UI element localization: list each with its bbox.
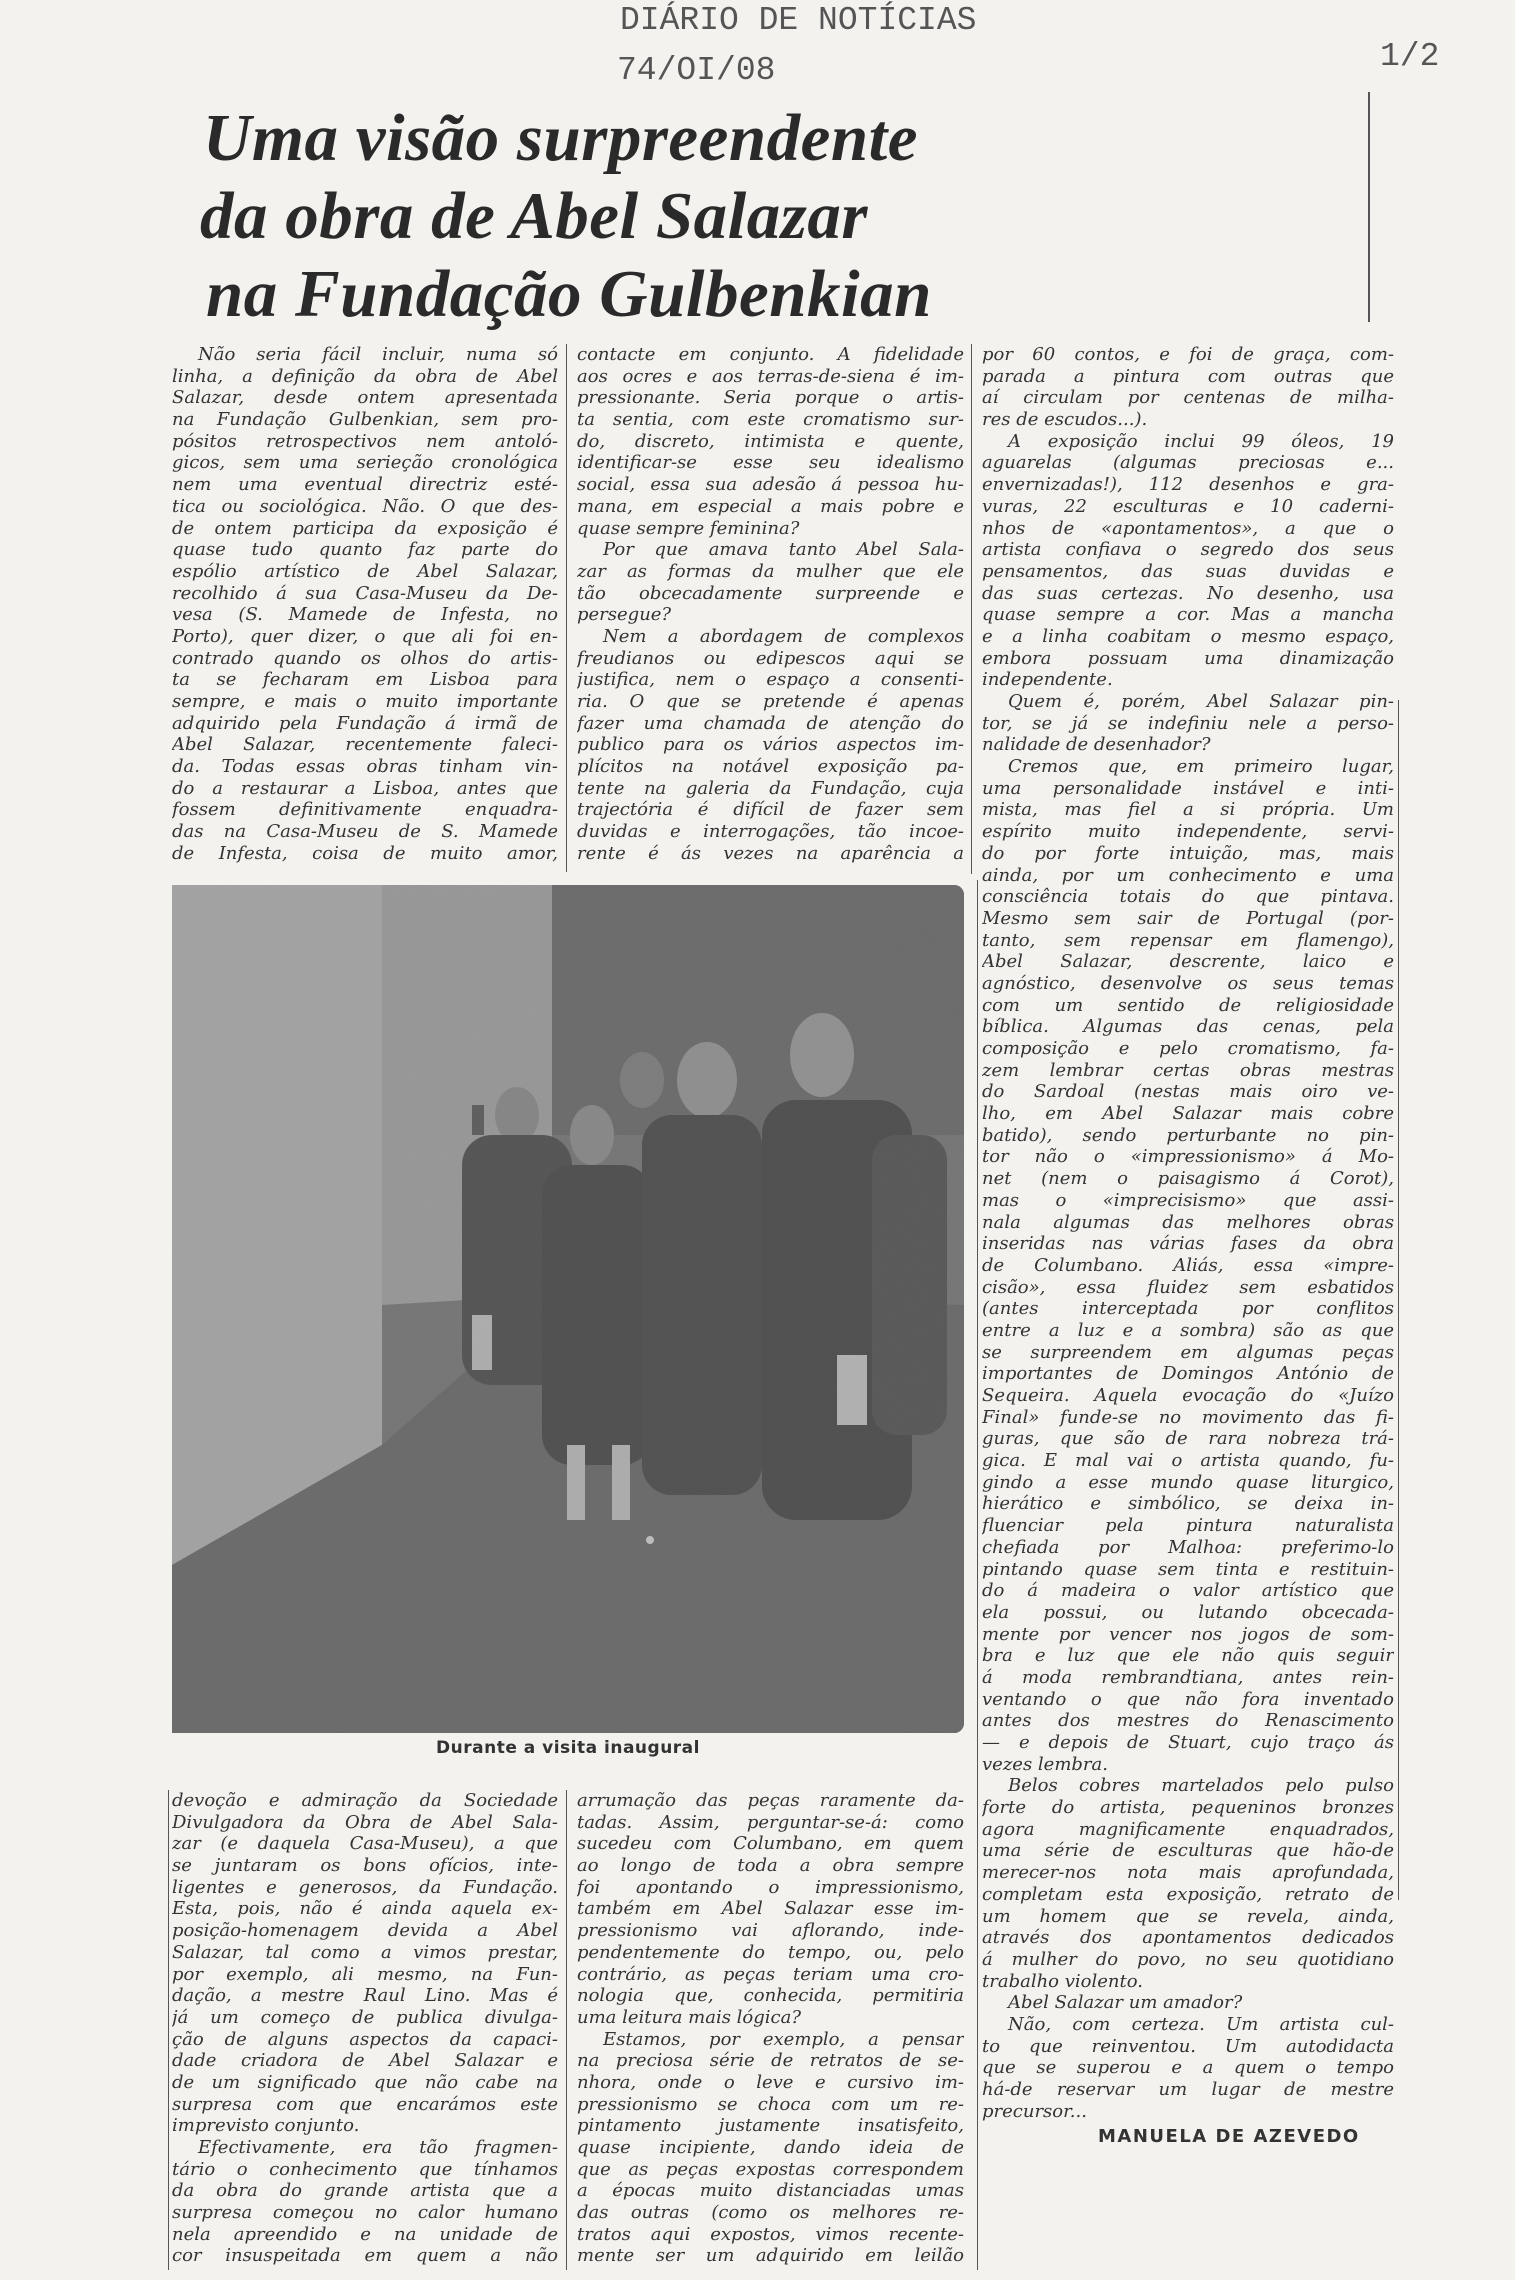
text-line: bra e luz que ele não quis seguir (982, 1645, 1394, 1667)
text-line: por 60 contos, e foi de graça, com- (982, 344, 1394, 365)
text-line: bíblica. Algumas das cenas, pela (982, 1016, 1394, 1038)
text-line: devoção e admiração da Sociedade (172, 1790, 558, 1811)
column-top-left (172, 344, 558, 865)
text-line: ligentes e generosos, da Fundação. (172, 1876, 558, 1898)
paragraph (172, 2137, 558, 2267)
text-line: Sequeira. Aquela evocação do «Juízo (982, 1385, 1394, 1406)
text-line: Divulgadora da Obra de Abel Sala- (172, 1811, 558, 1833)
text-line: Não seria fácil incluir, numa só (198, 344, 558, 365)
text-line: forte do artista, pequeninos bronzes (982, 1797, 1394, 1819)
text-line: lho, em Abel Salazar mais cobre (982, 1103, 1394, 1125)
paragraph (982, 1992, 1394, 2014)
text-line: nhora, onde o leve e cursivo im- (577, 2071, 964, 2093)
text-line: zem lembrar certas obras mestras (982, 1059, 1394, 1081)
text-line: há-de reservar um lugar de mestre (982, 2079, 1394, 2100)
text-line: entre a luz e a sombra) são as que (982, 1319, 1394, 1341)
text-line: através dos apontamentos dedicados (982, 1927, 1394, 1949)
text-line: zar as formas da mulher que ele (577, 560, 964, 582)
text-line: nalidade de desenhador? (982, 734, 1211, 756)
text-line: vezes lembra. (982, 1753, 1108, 1775)
text-line: mista, mas fiel a si própria. Um (982, 799, 1394, 821)
text-line: tratos aqui expostos, vimos recente- (577, 2223, 964, 2245)
text-line: Nem a abordagem de complexos (603, 625, 964, 647)
text-line: publico para os vários aspectos im- (577, 734, 964, 756)
text-line: vesa (S. Mamede de Infesta, no (172, 604, 558, 626)
text-line: quase tudo quanto faz parte do (172, 539, 558, 561)
text-line: quase sempre a cor. Mas a mancha (982, 604, 1394, 626)
text-line: mana, em especial a mais pobre e (577, 495, 964, 517)
text-line: sempre, e mais o muito importante (172, 691, 558, 712)
paragraph (577, 1790, 964, 2029)
text-line: ta se fecharam em Lisboa para (172, 669, 558, 691)
text-line: tanto, sem repensar em flamengo), (982, 929, 1394, 951)
text-line: pendentemente do tempo, ou, pelo (577, 1941, 964, 1963)
column-rule (566, 344, 567, 872)
paragraph (982, 2014, 1394, 2122)
text-line: fluenciar pela pintura naturalista (982, 1515, 1394, 1537)
text-line: das suas certezas. No desenho, usa (982, 582, 1394, 604)
text-line: Abel Salazar, descrente, laico e (982, 951, 1394, 973)
text-line: aguarelas (algumas preciosas e... (982, 452, 1394, 474)
text-line: contacte em conjunto. A fidelidade (577, 344, 964, 365)
text-line: nhos de «apontamentos», a que o (982, 517, 1394, 539)
text-line: tor não o «impressionismo» á Mo- (982, 1146, 1394, 1168)
text-line: fossem definitivamente enquadra- (172, 799, 558, 821)
column-bottom-left (172, 1790, 558, 2267)
author-signature: MANUELA DE AZEVEDO (1098, 2126, 1360, 2147)
text-line: sucedeu com Columbano, em quem (577, 1833, 964, 1855)
text-line: do a restaurar a Lisboa, antes que (172, 777, 558, 799)
text-line: inseridas nas várias fases da obra (982, 1233, 1394, 1255)
text-line: de Columbano. Aliás, essa «impre- (982, 1254, 1394, 1276)
text-line: fazer uma chamada de atenção do (577, 712, 964, 734)
text-line: tor, se já se indefiniu nele a perso- (982, 712, 1394, 734)
text-line: das outras (como os melhores re- (577, 2202, 964, 2224)
text-line: precursor... (982, 2100, 1087, 2122)
text-line: mente ser um adquirido em leilão (577, 2245, 964, 2267)
text-line: a épocas muito distanciadas umas (577, 2180, 964, 2202)
text-line: por exemplo, ali mesmo, na Fun- (172, 1963, 558, 1985)
text-line: — e depois de Stuart, cujo traço ás (982, 1732, 1394, 1753)
text-line: com um sentido de religiosidade (982, 994, 1394, 1016)
column-bottom-middle (577, 1790, 964, 2267)
text-line: antes dos mestres do Renascimento (982, 1710, 1394, 1732)
text-line: chefiada por Malhoa: preferimo-lo (982, 1536, 1394, 1558)
paragraph (982, 691, 1394, 756)
text-line: Por que amava tanto Abel Sala- (603, 539, 964, 561)
text-line: Abel Salazar, recentemente faleci- (172, 734, 558, 756)
text-line: guras, que são de rara nobreza trá- (982, 1428, 1394, 1450)
text-line: Final» funde-se no movimento das fi- (982, 1406, 1394, 1428)
text-line: Porto), quer dizer, o que ali foi en- (172, 625, 558, 647)
text-line: gica. E mal vai o artista quando, fu- (982, 1450, 1394, 1472)
text-line: uma personalidade instável e inti- (982, 777, 1394, 799)
text-line: Não, com certeza. Um artista cul- (1008, 2013, 1394, 2035)
exhibition-photo (172, 885, 964, 1733)
text-line: nologia que, conhecida, permitiria (577, 1985, 964, 2007)
text-line: hierático e simbólico, se deixa in- (982, 1493, 1394, 1515)
text-line: recolhido á sua Casa-Museu da De- (172, 582, 558, 604)
photo-caption: Durante a visita inaugural (436, 1738, 700, 1758)
text-line: agora magnificamente enquadrados, (982, 1818, 1394, 1840)
text-line: Abel Salazar um amador? (1008, 1992, 1243, 2014)
text-line: do, discreto, intimista e quente, (577, 430, 964, 452)
paragraph (172, 1790, 558, 2137)
column-right (982, 344, 1394, 2122)
text-line: pressionismo se choca com um re- (577, 2093, 964, 2115)
text-line: cisão», essa fluidez sem esbatidos (982, 1276, 1394, 1298)
text-line: que as peças expostas correspondem (577, 2158, 964, 2180)
text-line: Belos cobres martelados pelo pulso (1008, 1775, 1394, 1797)
paragraph (982, 756, 1394, 1775)
text-line: se juntaram os bons ofícios, inte- (172, 1855, 558, 1877)
text-line: aí circulam por centenas de milha- (982, 387, 1394, 409)
text-line: embora possuam uma dinamização (982, 647, 1394, 669)
clipping-date: 74/OI/08 (617, 52, 776, 89)
text-line: surpresa começou no calor humano (172, 2202, 558, 2224)
text-line: se surpreendem em algumas peças (982, 1341, 1394, 1363)
text-line: consciência totais do que pintava. (982, 886, 1394, 908)
text-line: envernizadas!), 112 desenhos e gra- (982, 474, 1394, 496)
text-line: ventando o que não fora inventado (982, 1688, 1394, 1710)
text-line: na Fundação Gulbenkian, sem pro- (172, 409, 558, 431)
text-line: tente na galeria da Fundação, cuja (577, 777, 964, 799)
text-line: composição e pelo cromatismo, fa- (982, 1038, 1394, 1059)
text-line: e a linha coabitam o mesmo espaço, (982, 625, 1394, 647)
text-line: do por forte intuição, mas, mais (982, 842, 1394, 864)
headline-line-3: na Fundação Gulbenkian (206, 257, 932, 331)
text-line: das na Casa-Museu de S. Mamede (172, 821, 558, 843)
text-line: Salazar, desde ontem apresentada (172, 387, 558, 409)
text-line: espírito muito independente, servi- (982, 821, 1394, 843)
text-line: vuras, 22 esculturas e 10 caderni- (982, 495, 1394, 517)
text-line: tadas. Assim, perguntar-se-á: como (577, 1811, 964, 1833)
paragraph (577, 344, 964, 539)
text-line: justifica, nem o espaço a consenti- (577, 669, 964, 691)
text-line: trabalho violento. (982, 1970, 1143, 1992)
text-line: dade criadora de Abel Salazar e (172, 2050, 558, 2072)
text-line: na preciosa série de retratos de se- (577, 2050, 964, 2072)
text-line: (antes interceptada por conflitos (982, 1298, 1394, 1320)
text-line: que se superou e a quem o tempo (982, 2057, 1394, 2079)
text-line: ela possui, ou lutando obcecada- (982, 1601, 1394, 1623)
text-line: pintamento justamente insatisfeito, (577, 2115, 964, 2137)
text-line: freudianos ou edipescos aqui se (577, 647, 964, 669)
text-line: á mulher do povo, no seu quotidiano (982, 1948, 1394, 1970)
column-rule (971, 344, 972, 874)
text-line: batido), sendo perturbante no pin- (982, 1124, 1394, 1146)
text-line: Cremos que, em primeiro lugar, (1008, 756, 1394, 778)
text-line: Efectivamente, era tão fragmen- (198, 2137, 558, 2158)
text-line: aos ocres e aos terras-de-siena é im- (577, 365, 964, 387)
text-line: merecer-nos nota mais aprofundada, (982, 1862, 1394, 1884)
text-line: gicos, sem uma serieção cronológica (172, 452, 558, 474)
headline-line-2: da obra de Abel Salazar (200, 179, 868, 253)
text-line: já um começo de publica divulga- (172, 2006, 558, 2028)
text-line: Salazar, tal como a vimos prestar, (172, 1941, 558, 1963)
text-line: net (nem o paisagismo á Corot), (982, 1168, 1394, 1190)
text-line: foi apontando o impressionismo, (577, 1876, 964, 1898)
text-line: espólio artístico de Abel Salazar, (172, 560, 558, 582)
column-rule (566, 1790, 567, 2270)
text-line: mas o «imprecisismo» que assi- (982, 1189, 1394, 1211)
text-line: cor insuspeitada em quem a não (172, 2245, 558, 2267)
text-line: ria. O que se pretende é apenas (577, 691, 964, 712)
text-line: nela apreendido e na unidade de (172, 2223, 558, 2245)
text-line: contrário, as peças teriam uma cro- (577, 1963, 964, 1985)
paragraph (982, 431, 1394, 691)
text-line: um homem que se revela, ainda, (982, 1905, 1394, 1927)
headline-line-1: Uma visão surpreendente (203, 101, 918, 175)
text-line: mente por vencer nos jogos de som- (982, 1623, 1394, 1645)
text-line: independente. (982, 669, 1113, 691)
text-line: contrado quando os olhos do artis- (172, 647, 558, 669)
text-line: plícitos na notável exposição pa- (577, 756, 964, 778)
text-line: Mesmo sem sair de Portugal (por- (982, 907, 1394, 929)
text-line: to que reinventou. Um autodidacta (982, 2035, 1394, 2057)
page-number: 1/2 (1380, 38, 1440, 75)
column-rule (1368, 92, 1370, 322)
text-line: identificar-se esse seu idealismo (577, 452, 964, 474)
text-line: pressionismo vai aflorando, inde- (577, 1920, 964, 1942)
text-line: nala algumas das melhores obras (982, 1211, 1394, 1233)
text-line: de ontem participa da exposição é (172, 517, 558, 539)
photo-illustration (172, 885, 964, 1733)
text-line: dação, a mestre Raul Lino. Mas é (172, 1985, 558, 2007)
text-line: ta sentia, com este cromatismo sur- (577, 409, 964, 431)
text-line: ção de alguns aspectos da capaci- (172, 2028, 558, 2050)
paragraph (577, 539, 964, 626)
text-line: ao longo de toda a obra sempre (577, 1855, 964, 1877)
paragraph (982, 344, 1394, 431)
paragraph (577, 626, 964, 865)
text-line: importantes de Domingos António de (982, 1363, 1394, 1385)
text-line: parada a pintura com outras que (982, 365, 1394, 387)
paragraph (982, 1775, 1394, 1992)
text-line: gindo a esse mundo quase liturgico, (982, 1471, 1394, 1493)
text-line: arrumação das peças raramente da- (577, 1790, 964, 1811)
text-line: pensamentos, das suas duvidas e (982, 560, 1394, 582)
text-line: social, essa sua adesão á pessoa hu- (577, 474, 964, 496)
text-line: do Sardoal (nestas mais oiro ve- (982, 1081, 1394, 1103)
text-line: pressionante. Seria porque o artis- (577, 387, 964, 409)
text-line: posição-homenagem devida a Abel (172, 1920, 558, 1942)
text-line: tão obcecadamente surpreende e (577, 582, 964, 604)
text-line: do á madeira o valor artístico que (982, 1580, 1394, 1602)
text-line: Estamos, por exemplo, a pensar (603, 2028, 964, 2050)
column-top-middle (577, 344, 964, 865)
text-line: quase incipiente, dando ideia de (577, 2137, 964, 2158)
text-line: á moda rembrandtiana, antes rein- (982, 1666, 1394, 1688)
text-line: quase sempre feminina? (577, 517, 800, 539)
text-line: agnóstico, desenvolve os seus temas (982, 972, 1394, 994)
text-line: rente é ás vezes na aparência a (577, 842, 964, 864)
paragraph (172, 344, 558, 865)
text-line: artista confiava o segredo dos seus (982, 539, 1394, 561)
text-line: duvidas e interrogações, tão incoe- (577, 821, 964, 843)
newspaper-name: DIÁRIO DE NOTÍCIAS (620, 2, 977, 39)
column-rule (977, 880, 978, 2270)
text-line: adquirido pela Fundação á irmã de (172, 712, 558, 734)
text-line: de um significado que não cabe na (172, 2071, 558, 2093)
text-line: res de escudos...). (982, 409, 1148, 431)
text-line: surpresa com que encarámos este (172, 2093, 558, 2115)
text-line: completam esta exposição, retrato de (982, 1883, 1394, 1905)
text-line: nem uma eventual directriz esté- (172, 474, 558, 496)
column-rule (1398, 700, 1399, 1900)
text-line: da obra do grande artista que a (172, 2180, 558, 2202)
text-line: imprevisto conjunto. (172, 2115, 360, 2137)
paragraph (577, 2029, 964, 2268)
text-line: também em Abel Salazar esse im- (577, 1898, 964, 1920)
text-line: A exposição inclui 99 óleos, 19 (1008, 430, 1394, 452)
text-line: Esta, pois, não é ainda aquela ex- (172, 1898, 558, 1920)
text-line: pintando quase sem tinta e restituin- (982, 1558, 1394, 1580)
text-line: da. Todas essas obras tinham vin- (172, 756, 558, 778)
text-line: Quem é, porém, Abel Salazar pin- (1008, 691, 1394, 712)
text-line: tário o conhecimento que tínhamos (172, 2158, 558, 2180)
text-line: persegue? (577, 604, 672, 626)
text-line: zar (e daquela Casa-Museu), a que (172, 1833, 558, 1855)
column-rule (168, 1790, 169, 2270)
text-line: ainda, por um conhecimento e uma (982, 864, 1394, 886)
text-line: tica ou sociológica. Não. O que des- (172, 495, 558, 517)
text-line: uma série de esculturas que hão-de (982, 1840, 1394, 1862)
text-line: trajectória é difícil de fazer sem (577, 799, 964, 821)
text-line: pósitos retrospectivos nem antoló- (172, 430, 558, 452)
text-line: uma leitura mais lógica? (577, 2006, 802, 2028)
text-line: linha, a definição da obra de Abel (172, 365, 558, 387)
text-line: de Infesta, coisa de muito amor, (172, 842, 558, 864)
